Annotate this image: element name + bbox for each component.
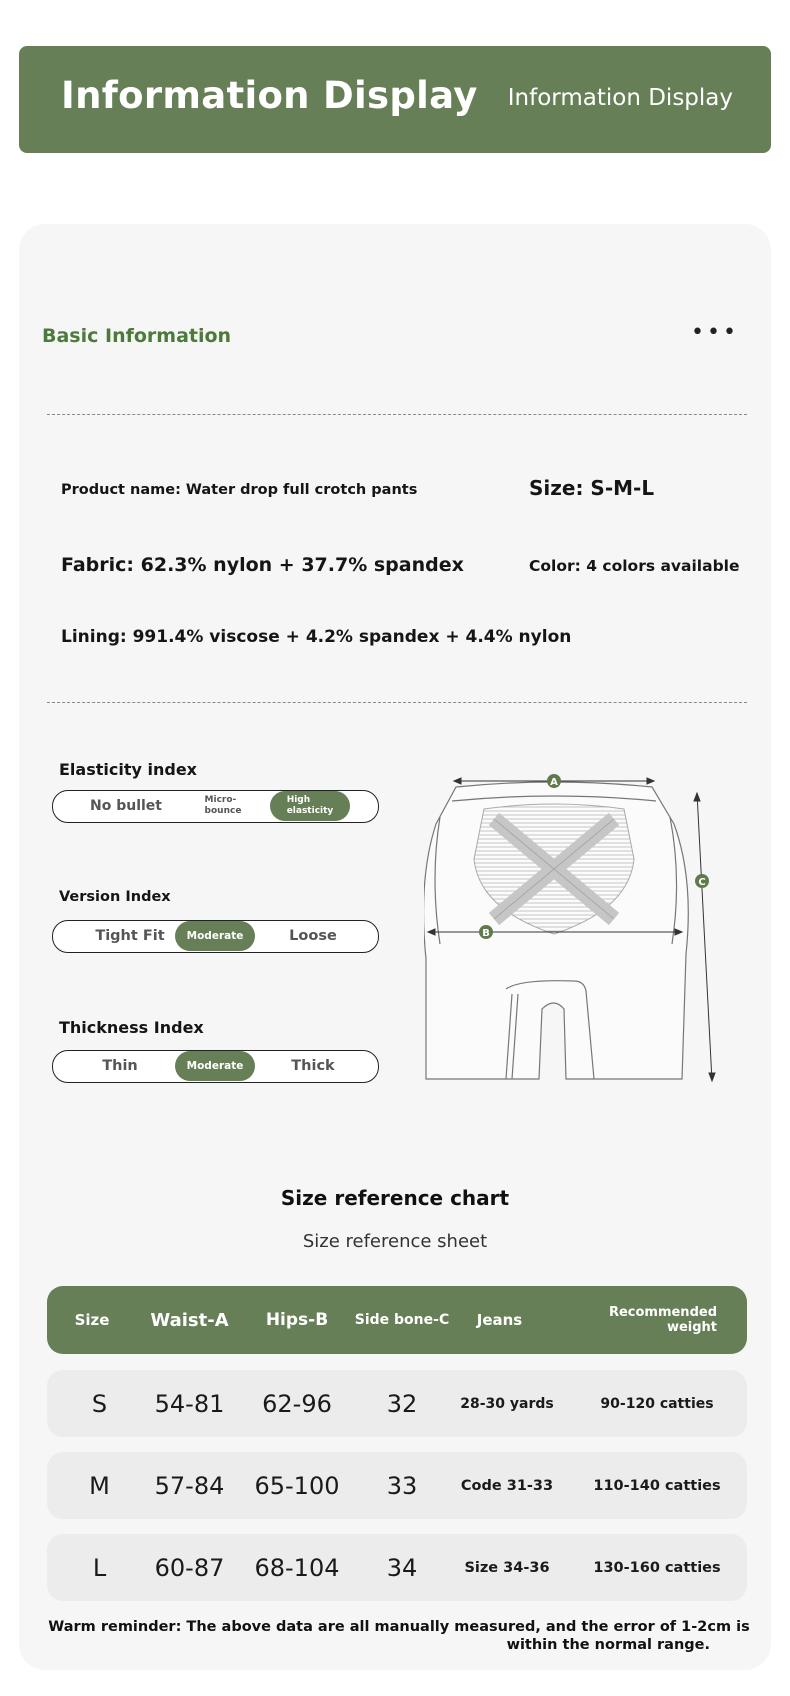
size-row-s — [47, 1370, 747, 1437]
warm-reminder-line2: within the normal range. — [506, 1637, 710, 1653]
cell-side-bone: 33 — [386, 1471, 418, 1500]
divider-top — [47, 414, 747, 415]
cell-hips: 62-96 — [262, 1389, 332, 1418]
banner-subtitle: Information Display — [507, 85, 733, 111]
label-c: C — [698, 877, 706, 888]
cell-weight: 130-160 catties — [593, 1559, 721, 1576]
cell-waist: 57-84 — [154, 1471, 225, 1500]
divider-middle — [47, 702, 747, 703]
size-table-header — [47, 1286, 747, 1354]
header-recommended-weight: Recommended weight — [608, 1305, 717, 1335]
banner-title: Information Display — [61, 74, 478, 117]
warm-reminder-line1: Warm reminder: The above data are all manually measured, and the error of 1-2cm is — [48, 1619, 750, 1635]
center-panel — [474, 804, 634, 934]
cell-weight: 110-140 catties — [593, 1477, 721, 1494]
version-scale — [52, 920, 379, 953]
cell-weight: 90-120 catties — [600, 1395, 714, 1412]
cell-hips: 65-100 — [254, 1471, 340, 1500]
thickness-option-thick: Thick — [291, 1058, 335, 1074]
elasticity-label: Elasticity index — [59, 760, 197, 779]
lining-info: Lining: 991.4% viscose + 4.2% spandex + 4.4% nylon — [61, 627, 572, 647]
cell-waist: 60-87 — [154, 1553, 225, 1582]
header-waist: Waist-A — [150, 1309, 229, 1331]
header-banner — [19, 46, 771, 153]
elasticity-option-high: High elasticity — [270, 791, 350, 821]
cell-waist: 54-81 — [154, 1389, 225, 1418]
color-info: Color: 4 colors available — [529, 557, 740, 575]
cell-jeans: Size 34-36 — [464, 1559, 550, 1576]
size-row-l — [47, 1534, 747, 1601]
elasticity-scale — [52, 790, 379, 823]
info-card — [19, 224, 771, 1670]
elasticity-option-micro: Micro- bounce — [204, 795, 242, 816]
size-chart-title: Size reference chart — [280, 1186, 510, 1210]
fabric-info: Fabric: 62.3% nylon + 37.7% spandex — [61, 554, 464, 576]
cell-size: M — [89, 1471, 110, 1500]
header-jeans: Jeans — [476, 1311, 523, 1329]
cell-hips: 68-104 — [254, 1553, 340, 1582]
header-side-bone: Side bone-C — [354, 1312, 450, 1328]
side-arrow — [694, 793, 715, 1081]
version-label: Version Index — [59, 889, 171, 905]
size-row-m — [47, 1452, 747, 1519]
cell-side-bone: 32 — [386, 1389, 418, 1418]
elasticity-option-none: No bullet — [90, 798, 162, 814]
header-hips: Hips-B — [265, 1310, 329, 1330]
thickness-option-moderate: Moderate — [175, 1051, 255, 1081]
label-b: B — [482, 928, 490, 939]
cell-size: L — [92, 1553, 107, 1582]
version-option-moderate: Moderate — [175, 921, 255, 951]
cell-size: S — [91, 1389, 108, 1418]
size-chart-subtitle: Size reference sheet — [302, 1231, 488, 1252]
garment-measurement-diagram — [424, 769, 769, 1089]
version-option-loose: Loose — [289, 928, 337, 944]
cell-jeans: 28-30 yards — [460, 1395, 554, 1412]
header-size: Size — [74, 1311, 110, 1329]
size-range: Size: S-M-L — [529, 476, 655, 500]
thickness-scale — [52, 1050, 379, 1083]
thickness-label: Thickness Index — [59, 1018, 204, 1037]
ellipsis-icon[interactable]: ••• — [691, 320, 739, 345]
cell-jeans: Code 31-33 — [460, 1477, 554, 1494]
version-option-tight: Tight Fit — [95, 928, 165, 944]
label-a: A — [550, 777, 558, 788]
cell-side-bone: 34 — [386, 1553, 418, 1582]
basic-info-title: Basic Information — [42, 325, 232, 347]
thickness-option-thin: Thin — [102, 1058, 138, 1074]
product-name: Product name: Water drop full crotch pants — [61, 482, 418, 498]
